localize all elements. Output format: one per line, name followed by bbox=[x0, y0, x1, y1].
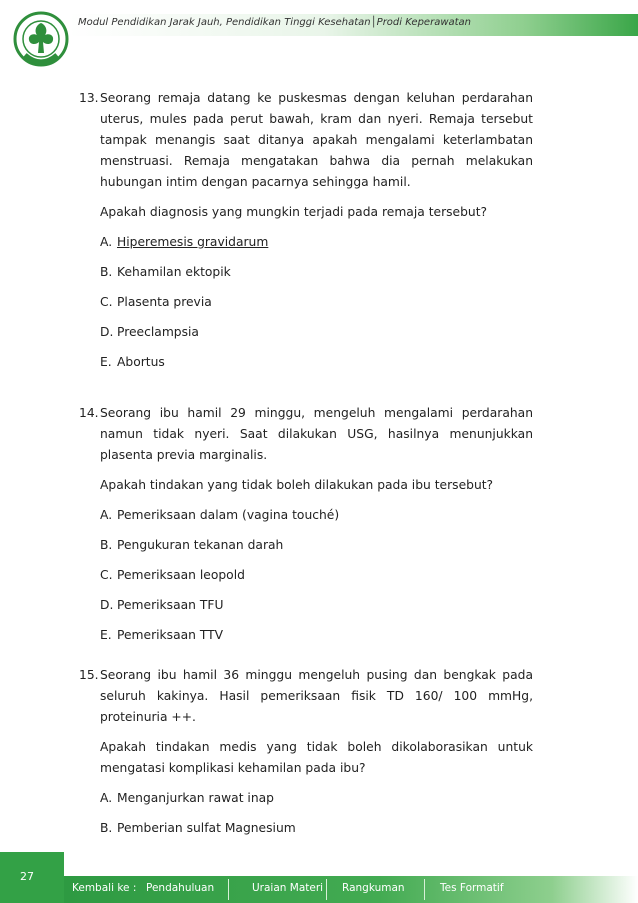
footer-nav bbox=[64, 876, 638, 903]
question-13 bbox=[79, 88, 533, 382]
option-list bbox=[100, 505, 533, 655]
question-number: 13. bbox=[79, 91, 99, 105]
option-letter: D. bbox=[100, 598, 114, 612]
option-text: Pemeriksaan TFU bbox=[117, 598, 224, 612]
option-text: Pemeriksaan dalam (vagina touché) bbox=[117, 508, 340, 522]
page-number: 27 bbox=[20, 870, 34, 883]
question-number: 14. bbox=[79, 406, 99, 420]
option-letter: B. bbox=[100, 538, 113, 552]
question-stem: Seorang ibu hamil 29 minggu, mengeluh mengalami perdarahan namun tidak nyeri. Saat dilakukan USG, hasilnya menunjukkan plasenta previa marginalis. bbox=[100, 406, 533, 462]
option-text: Abortus bbox=[117, 355, 165, 369]
option-text: Plasenta previa bbox=[117, 295, 212, 309]
option-item bbox=[100, 788, 533, 818]
option-item bbox=[100, 322, 533, 352]
option-item bbox=[100, 818, 533, 848]
question-15 bbox=[79, 665, 533, 848]
nav-link-pendahuluan[interactable]: Pendahuluan bbox=[146, 882, 215, 894]
header-title: Modul Pendidikan Jarak Jauh, Pendidikan Tinggi Kesehatan│Prodi Keperawatan bbox=[78, 17, 472, 28]
option-item bbox=[100, 352, 533, 382]
question-number: 15. bbox=[79, 668, 99, 682]
option-letter: C. bbox=[100, 568, 113, 582]
option-item bbox=[100, 262, 533, 292]
option-letter: A. bbox=[100, 508, 113, 522]
bakti-husada-logo-icon bbox=[12, 5, 70, 75]
question-prompt: Apakah diagnosis yang mungkin terjadi pada remaja tersebut? bbox=[100, 205, 488, 219]
nav-divider bbox=[228, 879, 229, 900]
option-item bbox=[100, 292, 533, 322]
option-list bbox=[100, 788, 533, 848]
option-letter: B. bbox=[100, 821, 113, 835]
option-letter: C. bbox=[100, 295, 113, 309]
option-list bbox=[100, 232, 533, 382]
question-prompt: Apakah tindakan medis yang tidak boleh dikolaborasikan untuk mengatasi komplikasi kehamilan pada ibu? bbox=[100, 740, 533, 775]
question-stem: Seorang remaja datang ke puskesmas dengan keluhan perdarahan uterus, mules pada perut bawah, kram dan nyeri. Remaja tersebut tampak menangis saat ditanya apakah mengalami keterlambatan menstruasi. Remaja mengatakan bahwa dia pernah melakukan hubungan intim dengan pacarnya sehingga hamil. bbox=[100, 91, 533, 189]
option-item bbox=[100, 625, 533, 655]
option-text-link[interactable]: Hiperemesis gravidarum bbox=[117, 235, 269, 249]
nav-link-tes-formatif[interactable]: Tes Formatif bbox=[440, 882, 504, 894]
option-text: Pemeriksaan TTV bbox=[117, 628, 224, 642]
option-text: Pemberian sulfat Magnesium bbox=[117, 821, 296, 835]
option-letter: E. bbox=[100, 355, 112, 369]
option-letter: D. bbox=[100, 325, 114, 339]
option-letter: E. bbox=[100, 628, 112, 642]
question-stem: Seorang ibu hamil 36 minggu mengeluh pusing dan bengkak pada seluruh kakinya. Hasil pemeriksaan fisik TD 160/ 100 mmHg, proteinuria ++. bbox=[100, 668, 533, 724]
nav-link-uraian-materi[interactable]: Uraian Materi bbox=[252, 882, 324, 894]
question-prompt: Apakah tindakan yang tidak boleh dilakukan pada ibu tersebut? bbox=[100, 478, 494, 492]
option-text: Preeclampsia bbox=[117, 325, 199, 339]
option-text: Kehamilan ektopik bbox=[117, 265, 231, 279]
option-item bbox=[100, 565, 533, 595]
option-text: Menganjurkan rawat inap bbox=[117, 791, 274, 805]
nav-label: Kembali ke : bbox=[72, 882, 137, 894]
question-14 bbox=[79, 403, 533, 655]
nav-link-rangkuman[interactable]: Rangkuman bbox=[342, 882, 405, 894]
option-item bbox=[100, 232, 533, 262]
option-text: Pemeriksaan leopold bbox=[117, 568, 245, 582]
option-letter: A. bbox=[100, 235, 113, 249]
option-item bbox=[100, 505, 533, 535]
option-text: Pengukuran tekanan darah bbox=[117, 538, 284, 552]
option-item bbox=[100, 535, 533, 565]
option-letter: B. bbox=[100, 265, 113, 279]
nav-divider bbox=[326, 879, 327, 900]
option-letter: A. bbox=[100, 791, 113, 805]
option-item bbox=[100, 595, 533, 625]
nav-divider bbox=[424, 879, 425, 900]
